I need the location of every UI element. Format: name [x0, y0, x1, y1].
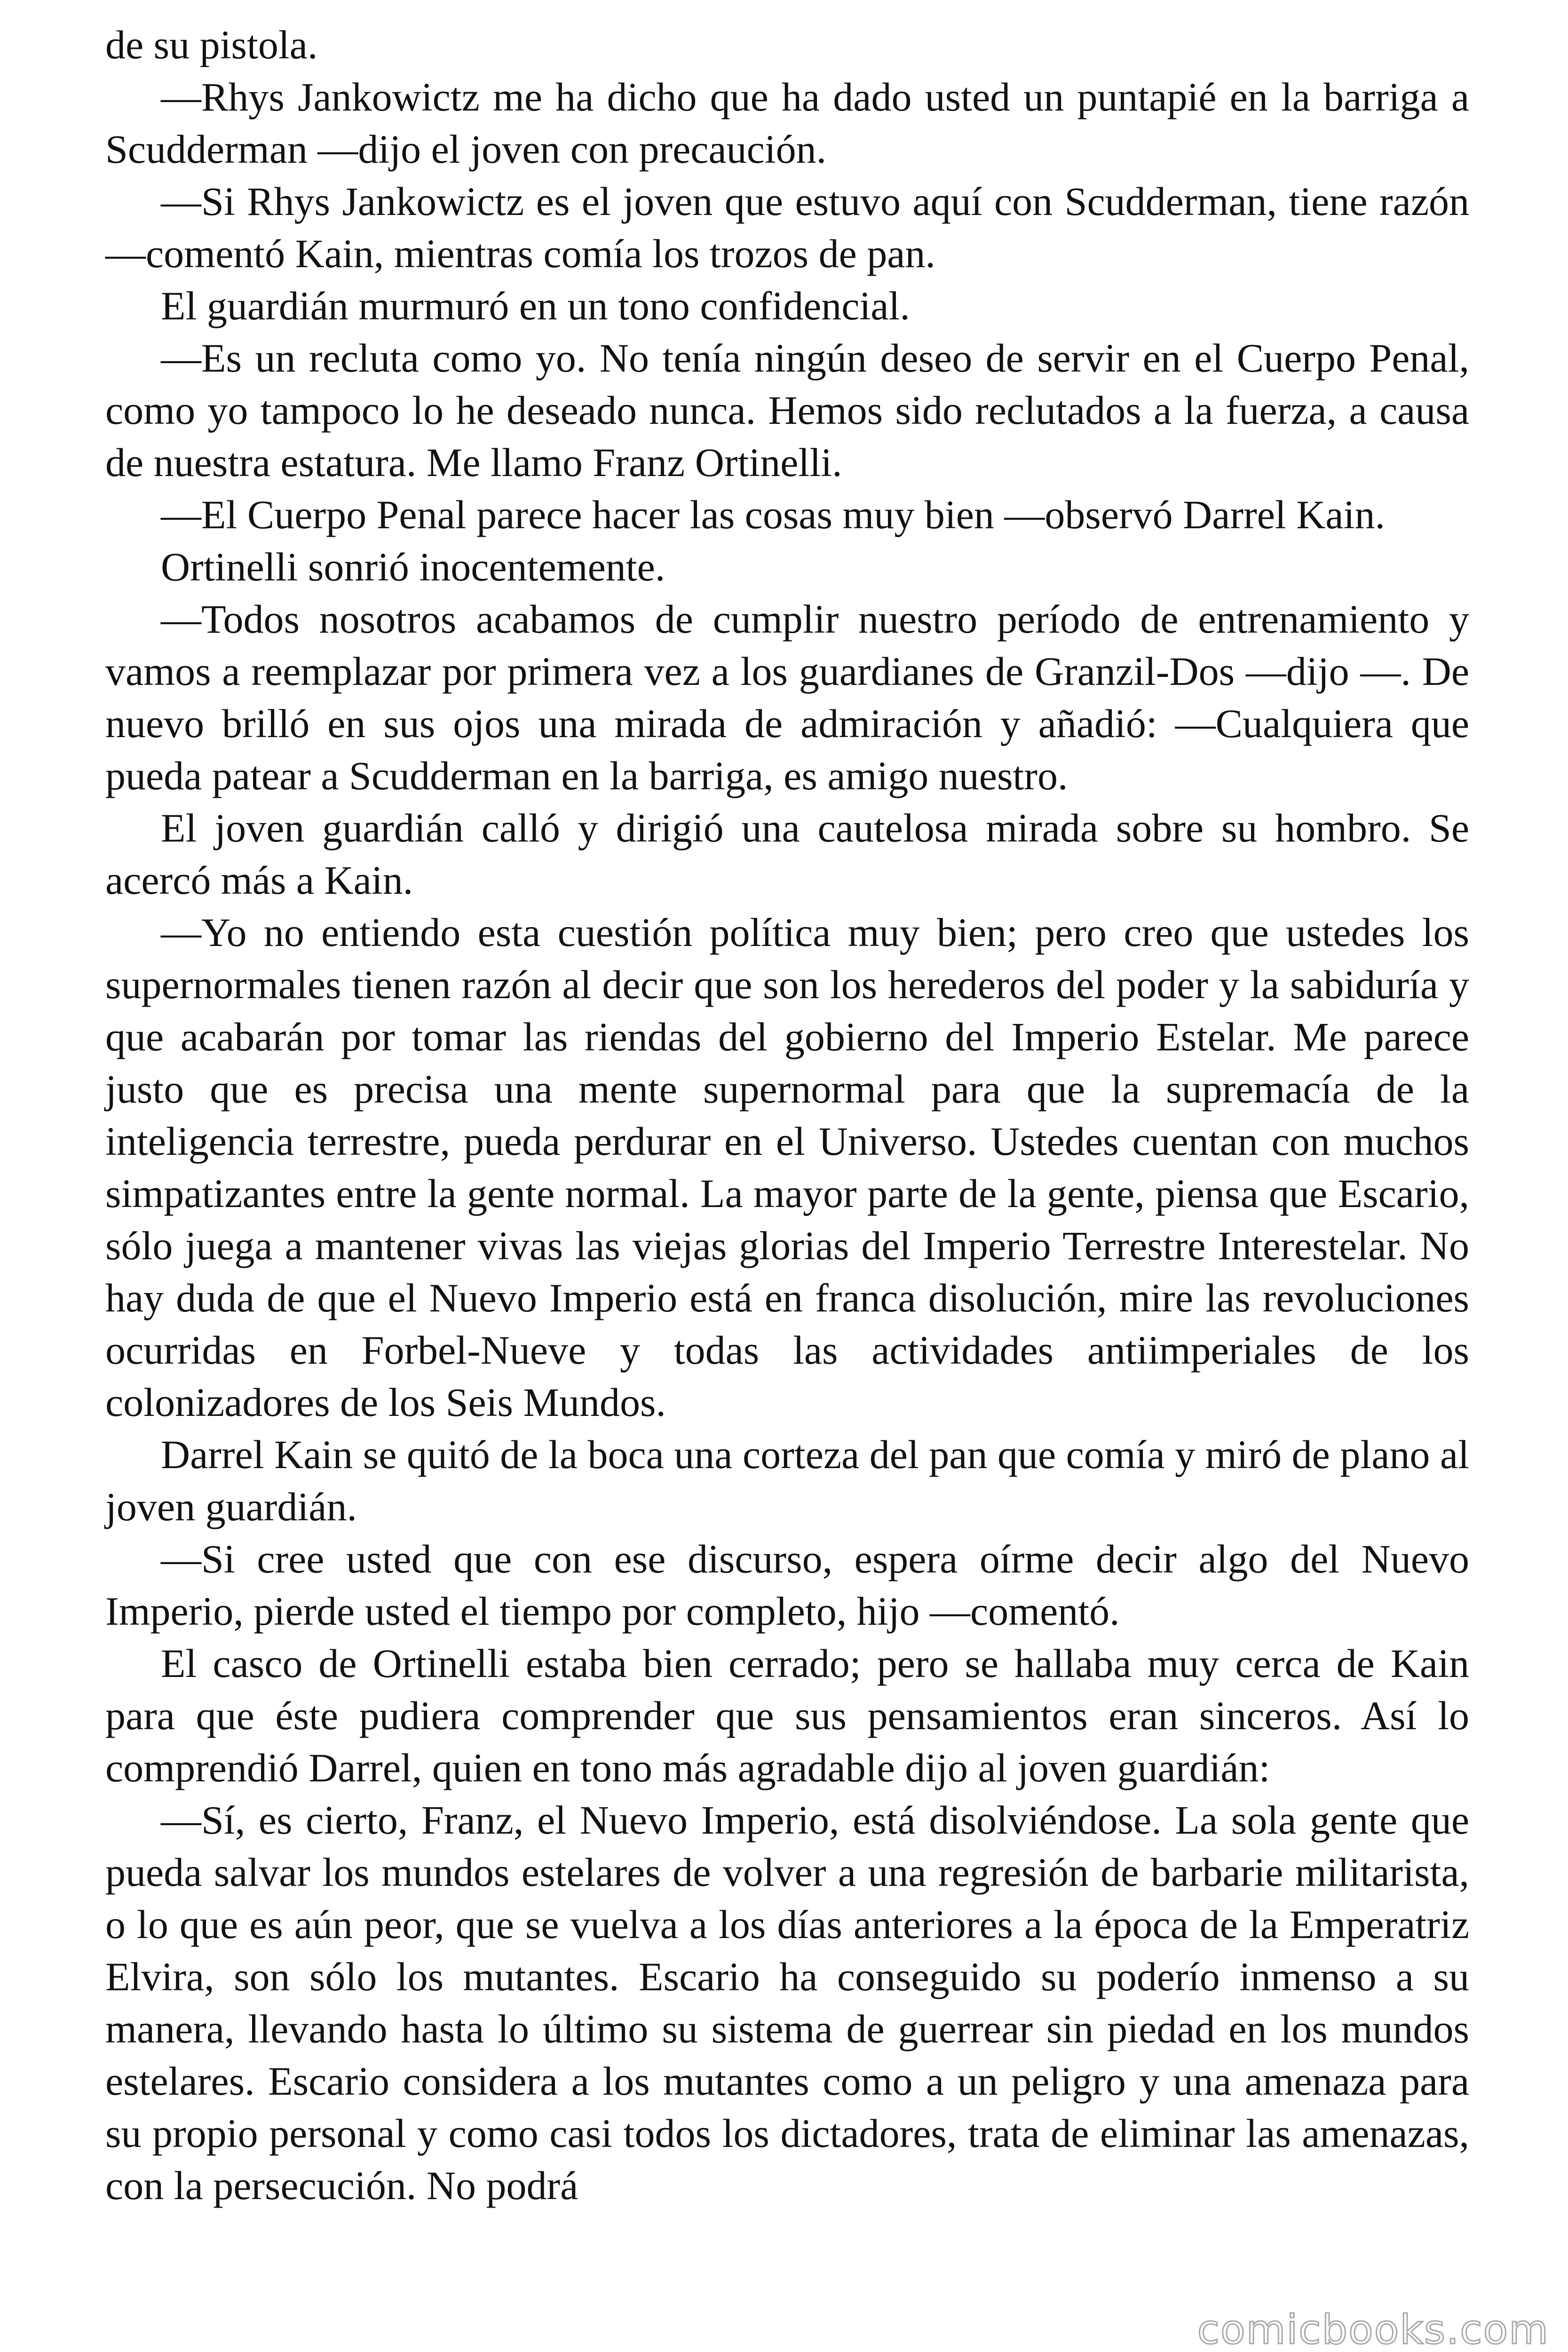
paragraph-1: de su pistola.: [105, 22, 318, 67]
paragraph-10: —Yo no entiendo esta cuestión política muy bien; pero creo que ustedes los supernormales tienen razón al decir que son los herederos del poder y la sabiduría y que acabarán por tomar las riendas del gobierno del Imperio Estelar. Me parece justo que es precisa una mente supernormal para que la supremacía de la inteligencia terrestre, pueda perdurar en el Universo. Ustedes cuentan con muchos simpatizantes entre la gente normal. La mayor parte de la gente, piensa que Escario, sólo juega a mantener vivas las viejas glorias del Imperio Terrestre Interestelar. No hay duda de que el Nuevo Imperio está en franca disolución, mire las revoluciones ocurridas en Forbel-Nueve y todas las actividades antiimperiales de los colonizadores de los Seis Mundos.: [105, 910, 1469, 1425]
book-page: [105, 19, 1469, 2324]
paragraph-5: —Es un recluta como yo. No tenía ningún deseo de servir en el Cuerpo Penal, como yo tampoco lo he deseado nunca. Hemos sido reclutados a la fuerza, a causa de nuestra estatura. Me llamo Franz Ortinelli.: [105, 335, 1469, 485]
paragraph-6: —El Cuerpo Penal parece hacer las cosas muy bien —observó Darrel Kain.: [161, 492, 1385, 537]
paragraph-7: Ortinelli sonrió inocentemente.: [161, 544, 665, 589]
paragraph-9: El joven guardián calló y dirigió una cautelosa mirada sobre su hombro. Se acercó más a Kain.: [105, 805, 1469, 903]
paragraph-14: —Sí, es cierto, Franz, el Nuevo Imperio, está disolviéndose. La sola gente que pueda salvar los mundos estelares de volver a una regresión de barbarie militarista, o lo que es aún peor, que se vuelva a los días anteriores a la época de la Emperatriz Elvira, son sólo los mutantes. Escario ha conseguido su poderío inmenso a su manera, llevando hasta lo último su sistema de guerrear sin piedad en los mundos estelares. Escario considera a los mutantes como a un peligro y una amenaza para su propio personal y como casi todos los dictadores, trata de eliminar las amenazas, con la persecución. No podrá: [105, 1797, 1469, 2208]
paragraph-12: —Si cree usted que con ese discurso, espera oírme decir algo del Nuevo Imperio, pierde usted el tiempo por completo, hijo —comentó.: [105, 1536, 1469, 1634]
paragraph-8: —Todos nosotros acabamos de cumplir nuestro período de entrenamiento y vamos a reemplazar por primera vez a los guardianes de Granzil-Dos —dijo —. De nuevo brilló en sus ojos una mirada de admiración y añadió: —Cualquiera que pueda patear a Scudderman en la barriga, es amigo nuestro.: [105, 596, 1469, 798]
paragraph-4: El guardián murmuró en un tono confidencial.: [161, 283, 910, 328]
watermark: comicbooks.com: [1197, 2306, 1549, 2352]
paragraph-11: Darrel Kain se quitó de la boca una corteza del pan que comía y miró de plano al joven guardián.: [105, 1432, 1469, 1529]
paragraph-3: —Si Rhys Jankowictz es el joven que estuvo aquí con Scudderman, tiene razón —comentó Kain, mientras comía los trozos de pan.: [105, 179, 1469, 276]
paragraph-13: El casco de Ortinelli estaba bien cerrado; pero se hallaba muy cerca de Kain para que éste pudiera comprender que sus pensamientos eran sinceros. Así lo comprendió Darrel, quien en tono más agradable dijo al joven guardián:: [105, 1641, 1469, 1790]
paragraph-2: —Rhys Jankowictz me ha dicho que ha dado usted un puntapié en la barriga a Scudderman —dijo el joven con precaución.: [105, 74, 1469, 172]
